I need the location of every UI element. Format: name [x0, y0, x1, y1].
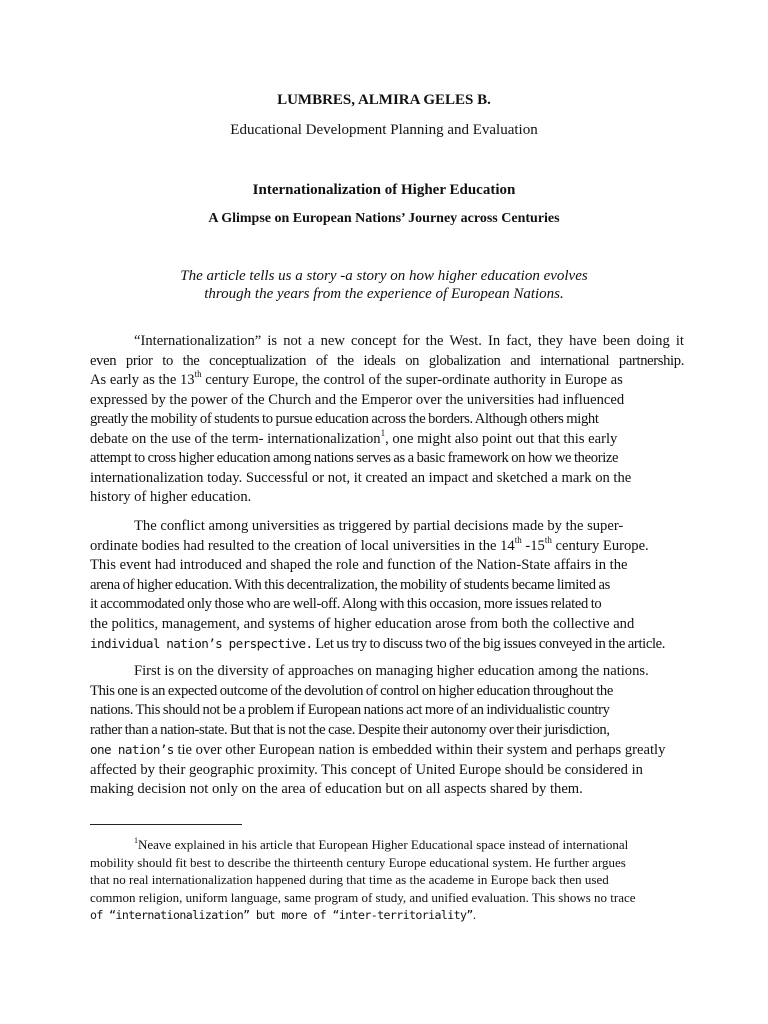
footnote-line: mobility should fit best to describe the thirteenth century Europe educational system. He further argues: [90, 854, 626, 870]
paragraph-1: [90, 332, 684, 508]
paragraph-line: This one is an expected outcome of the devolution of control on higher education throughout the: [90, 682, 613, 699]
paper-title: Internationalization of Higher Education: [252, 182, 516, 198]
paragraph-line: individual nation’s perspective. Let us try to discuss two of the big issues conveyed in the article.: [90, 636, 666, 652]
footnote-ref: 1: [380, 427, 386, 438]
superscript: th: [544, 534, 552, 545]
paragraph-line: This event had introduced and shaped the role and function of the Nation-State affairs in the: [90, 557, 628, 573]
paragraph-line: arena of higher education. With this decentralization, the mobility of students became limited as: [90, 576, 610, 593]
paragraph-line: debate on the use of the term- internationalization$^1$, one might also point out that this early: [90, 427, 618, 447]
footnote-number: 1: [134, 835, 138, 845]
paragraph-line: The conflict among universities as triggered by partial decisions made by the super-: [134, 518, 624, 534]
footnote-line: $^1$Neave explained in his article that European Higher Educational space instead of international: [134, 835, 629, 852]
paragraph-3: [90, 662, 684, 800]
paragraph-line: the politics, management, and systems of higher education arose from both the collective and: [90, 615, 635, 632]
paragraph-line: affected by their geographic proximity. This concept of United Europe should be considered in: [90, 761, 643, 778]
paragraph-line: even prior to the conceptualization of the ideals on globalization and international partnership.: [90, 352, 684, 369]
paragraph-line: history of higher education.: [90, 489, 252, 505]
paragraph-2: [90, 517, 684, 655]
paragraph-line: First is on the diversity of approaches on managing higher education among the nations.: [134, 663, 649, 679]
superscript: th: [194, 369, 202, 380]
author-name: LUMBRES, ALMIRA GELES B.: [277, 92, 491, 108]
footnote-divider: [90, 824, 242, 825]
paragraph-line: greatly the mobility of students to pursue education across the borders. Although others might: [90, 411, 599, 427]
paragraph-line: As early as the 13th century Europe, the control of the super-ordinate authority in Europe as: [90, 369, 623, 388]
paper-subtitle: A Glimpse on European Nations’ Journey across Centuries: [208, 211, 560, 226]
paragraph-line: expressed by the power of the Church and the Emperor over the universities had influenced: [90, 391, 625, 408]
paragraph-line: internationalization today. Successful or not, it created an impact and sketched a mark on the: [90, 469, 632, 486]
abstract: [0, 267, 768, 303]
footnote: [90, 836, 684, 925]
paragraph-line: one nation’s tie over other European nation is embedded within their system and perhaps greatly: [90, 742, 666, 758]
abstract-line: through the years from the experience of European Nations.: [204, 286, 564, 302]
footnote-line: that no real internationalization happened during that time as the academe in Europe back then used: [90, 872, 609, 888]
footnote-line: of “internationalization” but more of “inter-territoriality”.: [90, 907, 477, 923]
paragraph-line: rather than a nation-state. But that is not the case. Despite their autonomy over their jurisdiction,: [90, 721, 610, 738]
paragraph-line: nations. This should not be a problem if European nations act more of an individualistic country: [90, 702, 610, 718]
footnote-line: common religion, uniform language, same program of study, and unified evaluation. This shows no trace: [90, 889, 636, 905]
abstract-line: The article tells us a story -a story on how higher education evolves: [180, 268, 588, 284]
paragraph-line: it accommodated only those who are well-off. Along with this occasion, more issues related to: [90, 596, 602, 612]
superscript: th: [514, 534, 522, 545]
paragraph-line: “Internationalization” is not a new concept for the West. In fact, they have been doing it: [134, 333, 684, 349]
paragraph-line: making decision not only on the area of education but on all aspects shared by them.: [90, 781, 583, 797]
paragraph-line: ordinate bodies had resulted to the creation of local universities in the 14th -15th century Europe.: [90, 534, 649, 554]
course-name: Educational Development Planning and Evaluation: [230, 122, 538, 138]
paragraph-line: attempt to cross higher education among nations serves as a basic framework on how we theorize: [90, 450, 619, 466]
